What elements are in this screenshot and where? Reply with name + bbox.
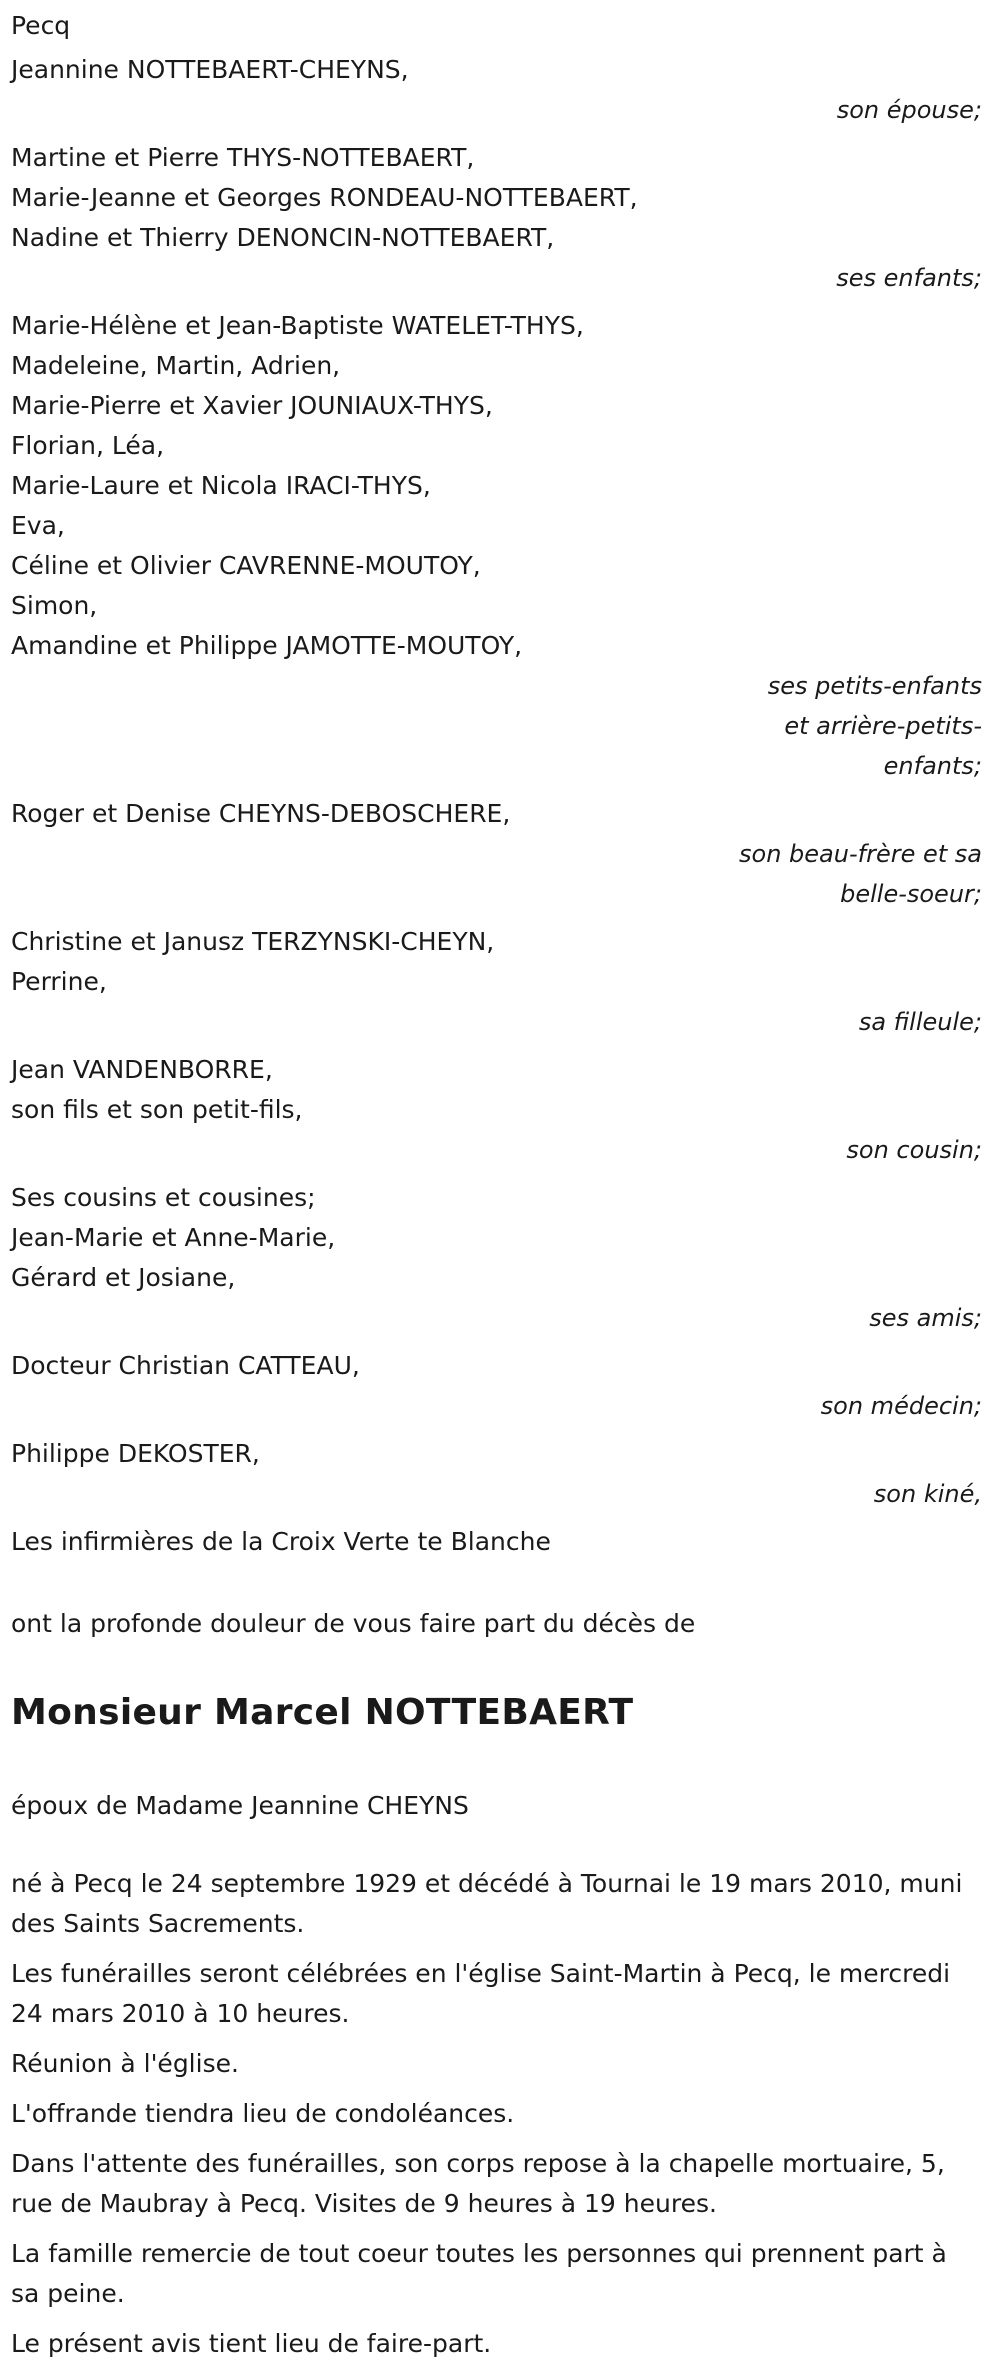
family-group xyxy=(11,50,982,130)
detail-paragraph: L'offrande tiendra lieu de condoléances. xyxy=(11,2099,515,2128)
announcement-intro: ont la profonde douleur de vous faire part du décès de xyxy=(11,1609,696,1638)
family-group xyxy=(11,138,982,298)
family-member-line: Les infirmières de la Croix Verte te Blanche xyxy=(11,1527,551,1556)
family-member-line: Christine et Janusz TERZYNSKI-CHEYN, xyxy=(11,927,495,956)
family-member-line: Nadine et Thierry DENONCIN-NOTTEBAERT, xyxy=(11,223,555,252)
family-member-line: Docteur Christian CATTEAU, xyxy=(11,1351,360,1380)
relation-label: ses amis; xyxy=(869,1304,982,1332)
family-group xyxy=(11,1522,982,1562)
spacer xyxy=(11,1570,982,1600)
detail-paragraph: Les funérailles seront célébrées en l'église Saint-Martin à Pecq, le mercredi 24 mars 2010 à 10 heures. xyxy=(11,1959,951,2028)
family-group xyxy=(11,794,982,914)
detail-paragraph: Réunion à l'église. xyxy=(11,2049,239,2078)
family-member-line: Madeleine, Martin, Adrien, xyxy=(11,351,341,380)
relation-label: sa filleule; xyxy=(858,1008,982,1036)
relation-label: enfants; xyxy=(883,752,982,780)
family-group xyxy=(11,1434,982,1514)
place-name: Pecq xyxy=(11,11,71,40)
family-member-line: Eva, xyxy=(11,511,65,540)
detail-paragraph: La famille remercie de tout coeur toutes les personnes qui prennent part à sa peine. xyxy=(11,2239,947,2308)
relation-label: belle-soeur; xyxy=(840,880,982,908)
family-group xyxy=(11,1050,982,1170)
relation-label: ses petits-enfants xyxy=(767,672,982,700)
family-member-line: Marie-Hélène et Jean-Baptiste WATELET-THYS, xyxy=(11,311,584,340)
family-group xyxy=(11,1178,982,1338)
relation-label: et arrière-petits- xyxy=(784,712,982,740)
family-member-line: Simon, xyxy=(11,591,98,620)
family-group xyxy=(11,922,982,1042)
family-member-line: Jean VANDENBORRE, xyxy=(11,1055,273,1084)
family-member-line: Philippe DEKOSTER, xyxy=(11,1439,260,1468)
family-member-line: Roger et Denise CHEYNS-DEBOSCHERE, xyxy=(11,799,511,828)
family-member-line: Céline et Olivier CAVRENNE-MOUTOY, xyxy=(11,551,481,580)
spouse-line: époux de Madame Jeannine CHEYNS xyxy=(11,1791,469,1820)
family-member-line: son fils et son petit-fils, xyxy=(11,1095,303,1124)
relation-label: son cousin; xyxy=(846,1136,982,1164)
family-member-line: Gérard et Josiane, xyxy=(11,1263,236,1292)
family-group xyxy=(11,1346,982,1426)
family-member-line: Perrine, xyxy=(11,967,107,996)
deceased-name: Monsieur Marcel NOTTEBAERT xyxy=(11,1692,634,1733)
relation-label: ses enfants; xyxy=(836,264,982,292)
family-member-line: Marie-Pierre et Xavier JOUNIAUX-THYS, xyxy=(11,391,493,420)
detail-paragraph: Le présent avis tient lieu de faire-part. xyxy=(11,2329,492,2358)
family-group xyxy=(11,306,982,786)
detail-paragraph: né à Pecq le 24 septembre 1929 et décédé à Tournai le 19 mars 2010, muni des Saints Sacrements. xyxy=(11,1869,963,1938)
family-member-line: Florian, Léa, xyxy=(11,431,165,460)
family-member-line: Jean-Marie et Anne-Marie, xyxy=(11,1223,336,1252)
notice-details xyxy=(11,1864,982,2364)
family-member-line: Marie-Jeanne et Georges RONDEAU-NOTTEBAERT, xyxy=(11,183,638,212)
family-list xyxy=(11,50,982,1562)
family-member-line: Marie-Laure et Nicola IRACI-THYS, xyxy=(11,471,431,500)
family-member-line: Martine et Pierre THYS-NOTTEBAERT, xyxy=(11,143,475,172)
family-member-line: Ses cousins et cousines; xyxy=(11,1183,316,1212)
relation-label: son épouse; xyxy=(836,96,982,124)
detail-paragraph: Dans l'attente des funérailles, son corps repose à la chapelle mortuaire, 5, rue de Maubray à Pecq. Visites de 9 heures à 19 heures. xyxy=(11,2149,945,2218)
relation-label: son médecin; xyxy=(820,1392,982,1420)
relation-label: son kiné, xyxy=(873,1480,982,1508)
family-member-line: Amandine et Philippe JAMOTTE-MOUTOY, xyxy=(11,631,523,660)
relation-label: son beau-frère et sa xyxy=(739,840,982,868)
family-member-line: Jeannine NOTTEBAERT-CHEYNS, xyxy=(11,55,409,84)
